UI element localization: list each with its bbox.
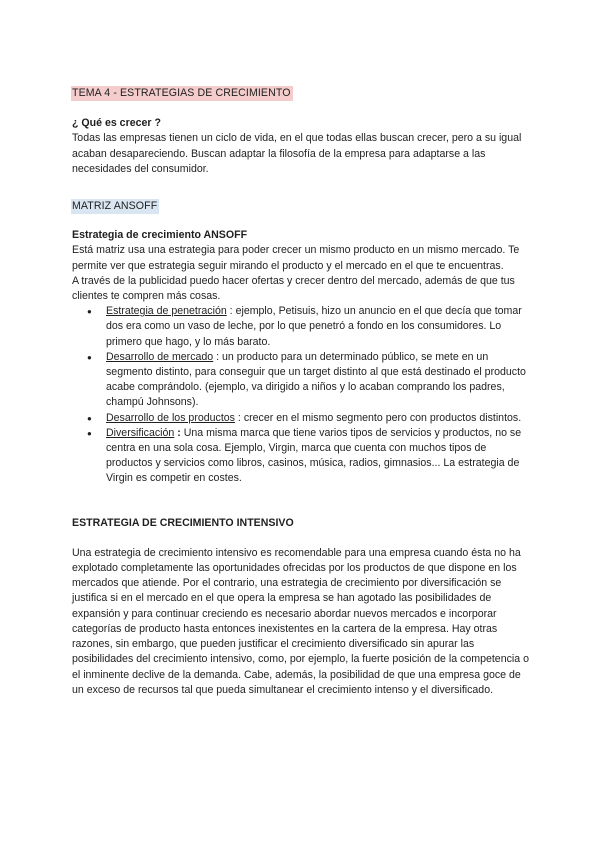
- ansoff-paragraph-1: Está matriz usa una estrategia para poder crecer un mismo producto en un mismo mercado. Te permite ver que estrategia seguir mirando el producto y el mercado en el que te encuentras.: [72, 244, 520, 272]
- intensivo-paragraph: Una estrategia de crecimiento intensivo es recomendable para una empresa cuando ésta no ha explotado completamente las oportunidades ofrecidas por los productos de que dispone en los mercados que atiende. Por el contrario, una estrategia de crecimiento por diversificación se justifica si en el mercado en el que opera la empresa se han agotado las posibilidades de expansión y para continuar creciendo es necesario abordar nuevos mercados e incorporar categorías de producto hasta entonces inexistentes en la cartera de la empresa. Hay otras razones, sin embargo, que pueden justificar el crecimiento diversificado sin apurar las posibilidades del crecimiento intensivo, como, por ejemplo, la fuerte posición de la competencia o el inminente declive de la demanda. Cabe, además, la posibilidad de que una empresa goce de un exceso de recursos tal que pueda simultanear el crecimiento intenso y el diversificado.: [72, 546, 529, 696]
- bullet-separator: :: [226, 305, 236, 318]
- bullet-term: Desarrollo de mercado: [106, 350, 214, 363]
- bullet-term: Desarrollo de los productos: [106, 411, 235, 424]
- tema-title: TEMA 4 - ESTRATEGIAS DE CRECIMIENTO: [71, 86, 293, 101]
- list-item: [106, 304, 530, 350]
- list-item: [106, 411, 530, 426]
- list-item: [106, 350, 530, 411]
- matriz-title: MATRIZ ANSOFF: [71, 199, 159, 214]
- bullet-term: Diversificación: [106, 426, 175, 439]
- ansoff-heading: Estrategia de crecimiento ANSOFF: [72, 229, 248, 242]
- bullet-separator: :: [174, 426, 184, 439]
- bullet-text: ejemplo, Petisuis, hizo un anuncio en el que decía que tomar dos era como un vaso de leche, por lo que penetró a fondo en los consumidores. Lo primero que hago, y lo más barato.: [106, 305, 522, 348]
- bullet-separator: :: [213, 350, 223, 363]
- matriz-title-row: [72, 199, 530, 214]
- document-page: [72, 86, 530, 698]
- bullet-separator: :: [234, 411, 244, 424]
- list-item: [106, 426, 530, 487]
- bullet-text: un producto para un determinado público, se mete en un segmento distinto, para conseguir que un target distinto al que está destinado el producto acabe comprándolo. (ejemplo, va dirigido a niños y lo acaban comprando los padres, champú Johnsons).: [106, 350, 526, 409]
- ansoff-paragraph-2: A través de la publicidad puedo hacer ofertas y crecer dentro del mercado, además de que tus clientes te compren más cosas.: [72, 274, 515, 303]
- ansoff-strategy-list: [72, 304, 530, 486]
- bullet-text: crecer en el mismo segmento pero con productos distintos.: [243, 411, 522, 424]
- bullet-text: Una misma marca que tiene varios tipos de servicios y productos, no se centra en una sola cosa. Ejemplo, Virgin, marca que cuenta con muchos tipos de productos y servicios como libros, casinos, música, radios, gimnasios... La estrategia de Virgin es competir en costes.: [106, 426, 522, 485]
- intro-paragraph: Todas las empresas tienen un ciclo de vida, en el que todas ellas buscan crecer, pero a su igual acaban desapareciendo. Buscan adaptar la filosofía de la empresa para adaptarse a las necesidades del consumidor.: [72, 132, 522, 175]
- tema-title-row: [72, 86, 530, 101]
- intensivo-heading: ESTRATEGIA DE CRECIMIENTO INTENSIVO: [72, 516, 294, 529]
- bullet-term: Estrategia de penetración: [106, 305, 227, 318]
- question-heading: ¿ Qué es crecer ?: [72, 117, 161, 130]
